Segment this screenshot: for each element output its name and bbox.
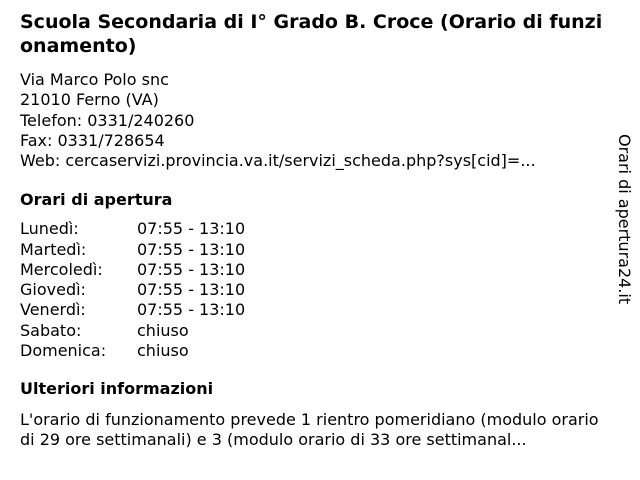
time-value: chiuso (137, 320, 189, 340)
hours-row-tuesday (20, 240, 612, 260)
time-value: 07:55 - 13:10 (137, 219, 246, 239)
fax-number: Fax: 0331/728654 (20, 130, 165, 150)
day-label: Domenica: (20, 340, 107, 360)
brand-watermark: Orari di apertura24.it (615, 134, 634, 305)
info-description: L'orario di funzionamento prevede 1 rientro pomeridiano (modulo orario di 29 ore settimanali) e 3 (modulo orario di 33 ore settimanal... (20, 409, 599, 450)
time-value: 07:55 - 13:10 (137, 239, 246, 259)
hours-heading: Orari di apertura (20, 190, 173, 210)
hours-row-sunday (20, 341, 612, 361)
time-value: 07:55 - 13:10 (137, 259, 246, 279)
hours-row-wednesday (20, 260, 612, 280)
day-label: Sabato: (20, 320, 82, 340)
time-value: 07:55 - 13:10 (137, 300, 246, 320)
hours-row-thursday (20, 280, 612, 300)
hours-row-friday (20, 300, 612, 320)
phone-number[interactable]: Telefon: 0331/240260 (20, 110, 195, 130)
time-value: chiuso (137, 340, 189, 360)
day-label: Mercoledì: (20, 259, 103, 279)
time-value: 07:55 - 13:10 (137, 280, 246, 300)
hours-row-saturday (20, 321, 612, 341)
info-heading: Ulteriori informazioni (20, 378, 214, 398)
website-link[interactable]: Web: cercaservizi.provincia.va.it/servizi_scheda.php?sys[cid]=... (20, 151, 536, 171)
address-city: 21010 Ferno (VA) (20, 90, 159, 110)
hours-row-monday (20, 219, 612, 239)
day-label: Lunedì: (20, 219, 79, 239)
day-label: Giovedì: (20, 280, 86, 300)
content-area (20, 10, 612, 451)
opening-hours-table (20, 219, 612, 360)
page-title: Scuola Secondaria di I° Grado B. Croce (Orario di funzionamento) (20, 11, 603, 57)
day-label: Venerdì: (20, 300, 86, 320)
day-label: Martedì: (20, 239, 87, 259)
address-block (20, 70, 612, 171)
address-street: Via Marco Polo snc (20, 70, 169, 89)
